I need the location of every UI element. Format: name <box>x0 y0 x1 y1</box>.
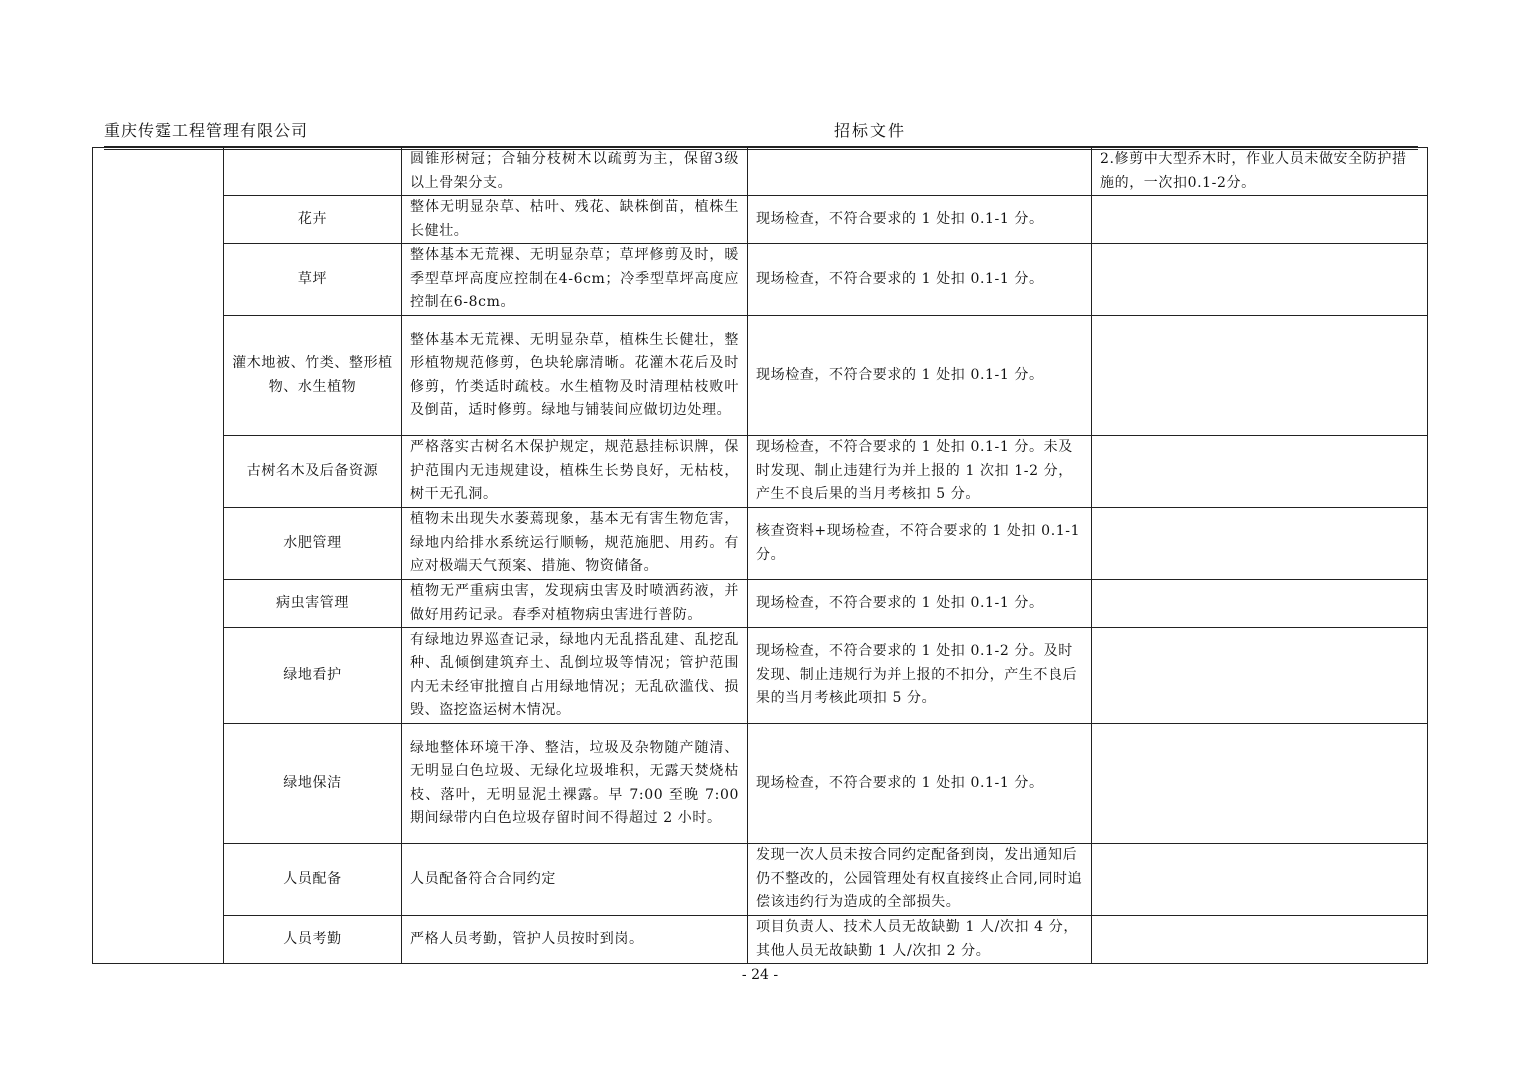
check-method-cell: 项目负责人、技术人员无故缺勤 1 人/次扣 4 分，其他人员无故缺勤 1 人/次扣 2 分。 <box>748 916 1092 964</box>
category-cell <box>224 148 402 196</box>
check-method-cell: 现场检查，不符合要求的 1 处扣 0.1-1 分。未及时发现、制止违建行为并上报的 1 次扣 1-2 分，产生不良后果的当月考核扣 5 分。 <box>748 436 1092 508</box>
category-cell: 水肥管理 <box>224 508 402 580</box>
check-method-cell: 现场检查，不符合要求的 1 处扣 0.1-1 分。 <box>748 724 1092 844</box>
category-cell: 古树名木及后备资源 <box>224 436 402 508</box>
check-method-cell: 现场检查，不符合要求的 1 处扣 0.1-1 分。 <box>748 316 1092 436</box>
note-cell <box>1092 580 1428 628</box>
note-cell <box>1092 916 1428 964</box>
table-row <box>93 724 1428 844</box>
standard-cell: 植物无严重病虫害，发现病虫害及时喷洒药液，并做好用药记录。春季对植物病虫害进行普防。 <box>402 580 748 628</box>
note-cell <box>1092 628 1428 724</box>
table-row <box>93 436 1428 508</box>
standard-cell: 整体基本无荒裸、无明显杂草，植株生长健壮，整形植物规范修剪，色块轮廓清晰。花灌木花后及时修剪，竹类适时疏枝。水生植物及时清理枯枝败叶及倒苗，适时修剪。绿地与铺装间应做切边处理。 <box>402 316 748 436</box>
note-cell <box>1092 316 1428 436</box>
standard-cell: 整体无明显杂草、枯叶、残花、缺株倒苗，植株生长健壮。 <box>402 196 748 244</box>
note-cell <box>1092 724 1428 844</box>
standard-cell: 严格落实古树名木保护规定，规范悬挂标识牌，保护范围内无违规建设，植株生长势良好，无枯枝，树干无孔洞。 <box>402 436 748 508</box>
note-cell <box>1092 196 1428 244</box>
category-cell: 病虫害管理 <box>224 580 402 628</box>
check-method-cell: 现场检查，不符合要求的 1 处扣 0.1-1 分。 <box>748 196 1092 244</box>
assessment-table <box>92 147 1428 964</box>
company-name: 重庆传霆工程管理有限公司 <box>104 121 309 140</box>
standard-cell: 植物未出现失水萎蔫现象，基本无有害生物危害，绿地内给排水系统运行顺畅，规范施肥、用药。有应对极端天气预案、措施、物资储备。 <box>402 508 748 580</box>
standard-cell: 整体基本无荒裸、无明显杂草；草坪修剪及时，暖季型草坪高度应控制在4-6cm；冷季型草坪高度应控制在6-8cm。 <box>402 244 748 316</box>
check-method-cell <box>748 148 1092 196</box>
document-title: 招标文件 <box>834 121 907 140</box>
table-row <box>93 916 1428 964</box>
standard-cell: 严格人员考勤，管护人员按时到岗。 <box>402 916 748 964</box>
category-cell: 灌木地被、竹类、整形植物、水生植物 <box>224 316 402 436</box>
category-cell: 草坪 <box>224 244 402 316</box>
table-row <box>93 244 1428 316</box>
note-cell <box>1092 244 1428 316</box>
category-cell: 人员配备 <box>224 844 402 916</box>
note-cell <box>1092 508 1428 580</box>
page-header <box>104 116 1418 148</box>
table-row <box>93 844 1428 916</box>
standard-cell: 人员配备符合合同约定 <box>402 844 748 916</box>
table-row <box>93 148 1428 196</box>
check-method-cell: 发现一次人员未按合同约定配备到岗，发出通知后仍不整改的，公园管理处有权直接终止合同,同时追偿该违约行为造成的全部损失。 <box>748 844 1092 916</box>
category-cell: 花卉 <box>224 196 402 244</box>
check-method-cell: 现场检查，不符合要求的 1 处扣 0.1-1 分。 <box>748 244 1092 316</box>
table-row <box>93 196 1428 244</box>
standard-cell: 圆锥形树冠；合轴分枝树木以疏剪为主，保留3级以上骨架分支。 <box>402 148 748 196</box>
category-cell: 人员考勤 <box>224 916 402 964</box>
standard-cell: 有绿地边界巡查记录，绿地内无乱搭乱建、乱挖乱种、乱倾倒建筑弃土、乱倒垃圾等情况；管护范围内无未经审批擅自占用绿地情况；无乱砍滥伐、损毁、盗挖盗运树木情况。 <box>402 628 748 724</box>
table-row <box>93 628 1428 724</box>
check-method-cell: 核查资料+现场检查，不符合要求的 1 处扣 0.1-1 分。 <box>748 508 1092 580</box>
category-cell: 绿地看护 <box>224 628 402 724</box>
table-row <box>93 316 1428 436</box>
note-cell <box>1092 436 1428 508</box>
table-row <box>93 580 1428 628</box>
standard-cell: 绿地整体环境干净、整洁，垃圾及杂物随产随清、无明显白色垃圾、无绿化垃圾堆积，无露天焚烧枯枝、落叶，无明显泥土裸露。早 7:00 至晚 7:00 期间绿带内白色垃圾存留时间不得超过 2 小时。 <box>402 724 748 844</box>
page-number: - 24 - <box>741 967 779 983</box>
note-cell: 2.修剪中大型乔木时，作业人员未做安全防护措施的，一次扣0.1-2分。 <box>1092 148 1428 196</box>
category-cell: 绿地保洁 <box>224 724 402 844</box>
check-method-cell: 现场检查，不符合要求的 1 处扣 0.1-1 分。 <box>748 580 1092 628</box>
table-row <box>93 508 1428 580</box>
check-method-cell: 现场检查，不符合要求的 1 处扣 0.1-2 分。及时发现、制止违规行为并上报的不扣分，产生不良后果的当月考核此项扣 5 分。 <box>748 628 1092 724</box>
blank-merged-cell <box>93 148 224 964</box>
note-cell <box>1092 844 1428 916</box>
